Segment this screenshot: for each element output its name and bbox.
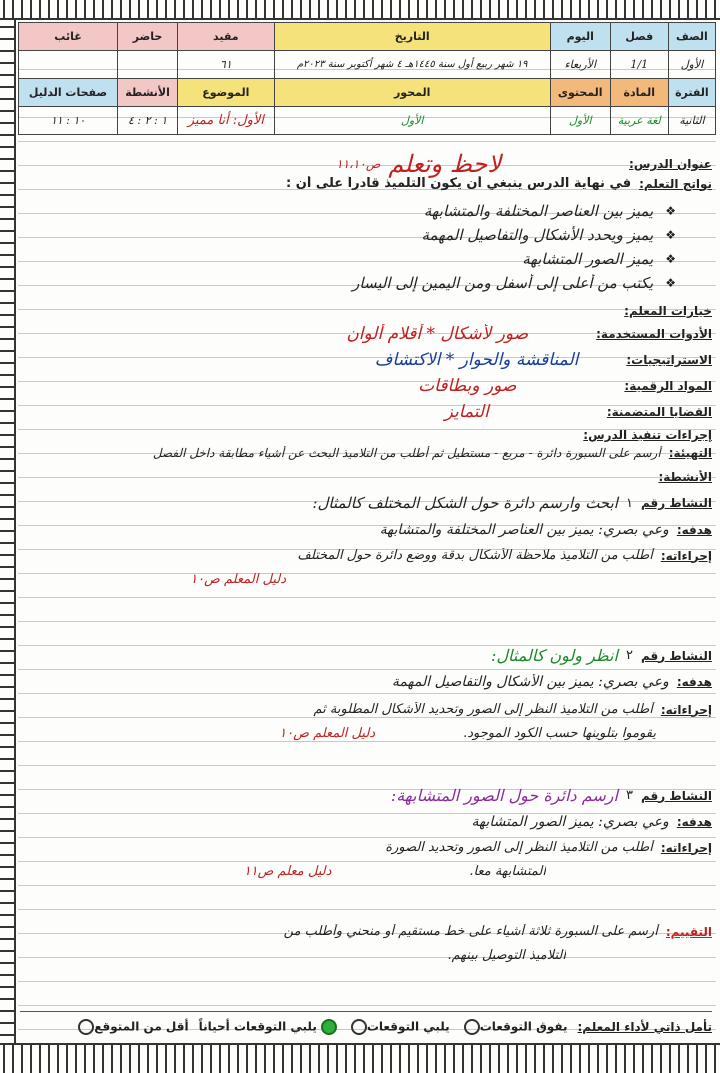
- lesson-title-page: ص١١،١٠: [336, 157, 381, 171]
- outcome-item: يكتب من أعلى إلى أسفل ومن اليمين إلى اليسار: [352, 274, 654, 292]
- goal-label: هدفه:: [676, 815, 712, 829]
- goal-label: هدفه:: [676, 523, 712, 537]
- header-cell: غائب: [19, 23, 118, 51]
- activities-value: ١ : ٢ : ٤: [118, 107, 178, 135]
- header-cell: الأنشطة: [118, 79, 178, 107]
- bullet-icon: ❖: [665, 204, 676, 218]
- header-cell: الفترة: [668, 79, 715, 107]
- activity-number: ٣: [625, 788, 633, 803]
- header-cell: التاريخ: [274, 23, 550, 51]
- option-below[interactable]: [74, 1019, 188, 1035]
- header-table: [18, 22, 716, 135]
- proc-value: أطلب من التلاميذ ملاحظة الأشكال بدقة ووضع دائرة حول المختلف: [297, 548, 653, 563]
- issues-label: القضايا المتضمنة:: [606, 405, 712, 419]
- option-circle-icon[interactable]: [351, 1019, 367, 1035]
- outcome-item: يميز ويحدد الأشكال والتفاصيل المهمة: [421, 226, 654, 244]
- evaluation-label: التقييم:: [665, 924, 712, 939]
- spiral-binding-top: [0, 0, 720, 20]
- teacher-choices-label: خيارات المعلم:: [624, 304, 712, 318]
- goal-label: هدفه:: [676, 675, 712, 689]
- tools-value: صور لأشكال * أقلام ألوان: [346, 324, 529, 344]
- guide-reference: دليل المعلم ص١٠: [190, 572, 286, 587]
- subject-value: لغة عربية: [610, 107, 668, 135]
- topic-value: الأول: أنا مميز: [178, 107, 275, 135]
- strategies-value: المناقشة والحوار * الاكتشاف: [374, 350, 579, 370]
- proc-label: إجراءاته:: [660, 548, 712, 563]
- digital-label: المواد الرقمية:: [624, 379, 712, 393]
- content-value: الأول: [550, 107, 610, 135]
- bullet-icon: ❖: [665, 252, 676, 266]
- option-circle-icon[interactable]: [464, 1019, 480, 1035]
- spiral-binding-bottom: [0, 1043, 720, 1073]
- evaluation-text-continued: التلاميذ التوصيل بينهم.: [447, 948, 566, 963]
- option-label: يلبي التوقعات: [366, 1019, 450, 1033]
- absent-value: [19, 51, 118, 79]
- header-cell: صفحات الدليل: [19, 79, 118, 107]
- option-circle-icon[interactable]: [78, 1019, 94, 1035]
- activity-number-label: النشاط رقم: [640, 648, 712, 663]
- header-cell: المادة: [610, 79, 668, 107]
- outcomes-intro: في نهاية الدرس ينبغي أن يكون التلميذ قادراً على أن :: [286, 176, 632, 191]
- proc-value-continued: المتشابهة معاً.: [469, 864, 546, 879]
- option-label: يفوق التوقعات: [479, 1019, 568, 1033]
- strategies-label: الاستراتيجيات:: [626, 353, 712, 367]
- option-label: أقل من المتوقع: [94, 1019, 189, 1033]
- option-circle-selected-icon[interactable]: [321, 1019, 337, 1035]
- option-exceeds[interactable]: [460, 1019, 568, 1035]
- evaluation-text: أرسم على السبورة ثلاثة أشياء على خط مستقيم أو منحني وأطلب من: [283, 924, 658, 939]
- header-cell: حاضر: [118, 23, 178, 51]
- proc-label: إجراءاته:: [660, 702, 712, 717]
- guide-reference: دليل معلم ص١١: [243, 864, 332, 879]
- procedures-label: إجراءات تنفيذ الدرس:: [583, 428, 712, 442]
- pages-value: ١٠ : ١١: [19, 107, 118, 135]
- header-cell: الصف: [668, 23, 715, 51]
- intro-label: التهيئة:: [668, 446, 712, 460]
- self-reflection-label: تأمل ذاتي لأداء المعلم:: [577, 1019, 712, 1034]
- proc-label: إجراءاته:: [660, 840, 712, 855]
- lesson-title-value: لاحظ وتعلم: [388, 150, 502, 178]
- header-cell: المحور: [274, 79, 550, 107]
- intro-value: أرسم على السبورة دائرة - مربع - مستطيل ثم أطلب من التلاميذ البحث عن أشياء مطابقة داخل الفصل: [152, 446, 661, 460]
- goal-value: وعي بصري: يميز الصور المتشابهة: [471, 814, 669, 830]
- activity-number-label: النشاط رقم: [640, 496, 712, 510]
- day-value: الأربعاء: [550, 51, 610, 79]
- issues-value: التمايز: [444, 402, 489, 422]
- header-cell: اليوم: [550, 23, 610, 51]
- activities-label: الأنشطة:: [658, 470, 712, 484]
- tools-label: الأدوات المستخدمة:: [596, 327, 712, 341]
- period-value: الثانية: [668, 107, 715, 135]
- outcome-item: يميز الصور المتشابهة: [522, 250, 654, 268]
- goal-value: وعي بصري: يميز بين العناصر المختلفة والمتشابهة: [379, 522, 669, 538]
- digital-value: صور وبطاقات: [418, 376, 517, 396]
- self-reflection-bar: [20, 1011, 712, 1041]
- option-sometimes[interactable]: [199, 1019, 337, 1035]
- lesson-title-label: عنوان الدرس:: [629, 157, 712, 171]
- outcome-item: يميز بين العناصر المختلفة والمتشابهة: [423, 202, 654, 220]
- proc-value-continued: يقوموا بتلوينها حسب الكود الموجود.: [463, 726, 656, 741]
- planner-page: [18, 22, 716, 1041]
- goal-value: وعي بصري: يميز بين الأشكال والتفاصيل المهمة: [391, 674, 669, 690]
- header-cell: المحتوى: [550, 79, 610, 107]
- class-value: 1/1: [610, 51, 668, 79]
- header-cell: فصل: [610, 23, 668, 51]
- activity-title: ابحث وارسم دائرة حول الشكل المختلف كالمثال:: [312, 494, 618, 512]
- activity-number: ٢: [625, 648, 633, 663]
- proc-value: أطلب من التلاميذ النظر إلى الصور وتحديد الأشكال المطلوبة ثم: [313, 702, 653, 717]
- axis-value: الأول: [274, 107, 550, 135]
- activity-title: انظر ولون كالمثال:: [490, 646, 618, 665]
- activity-number: ١: [625, 495, 633, 511]
- header-cell: الموضوع: [178, 79, 275, 107]
- grade-value: الأول: [668, 51, 715, 79]
- guide-reference: دليل المعلم ص١٠: [279, 726, 376, 741]
- activity-title: ارسم دائرة حول الصور المتشابهة:: [390, 786, 618, 805]
- bullet-icon: ❖: [665, 276, 676, 290]
- outcomes-label: نواتج التعلم:: [639, 176, 712, 191]
- spiral-binding-left: [0, 20, 16, 1043]
- proc-value: أطلب من التلاميذ النظر إلى الصور وتحديد الصورة: [385, 840, 653, 855]
- date-value: ١٩ شهر ربيع أول سنة ١٤٤٥هـ ٤ شهر أكتوبر سنة ٢٠٢٣م: [274, 51, 550, 79]
- option-meets[interactable]: [347, 1019, 450, 1035]
- option-label: يلبي التوقعات أحياناً: [198, 1019, 317, 1033]
- activity-number-label: النشاط رقم: [640, 788, 712, 803]
- bullet-icon: ❖: [665, 228, 676, 242]
- header-cell: مقيد: [178, 23, 275, 51]
- enrolled-value: ٦١: [178, 51, 275, 79]
- present-value: [118, 51, 178, 79]
